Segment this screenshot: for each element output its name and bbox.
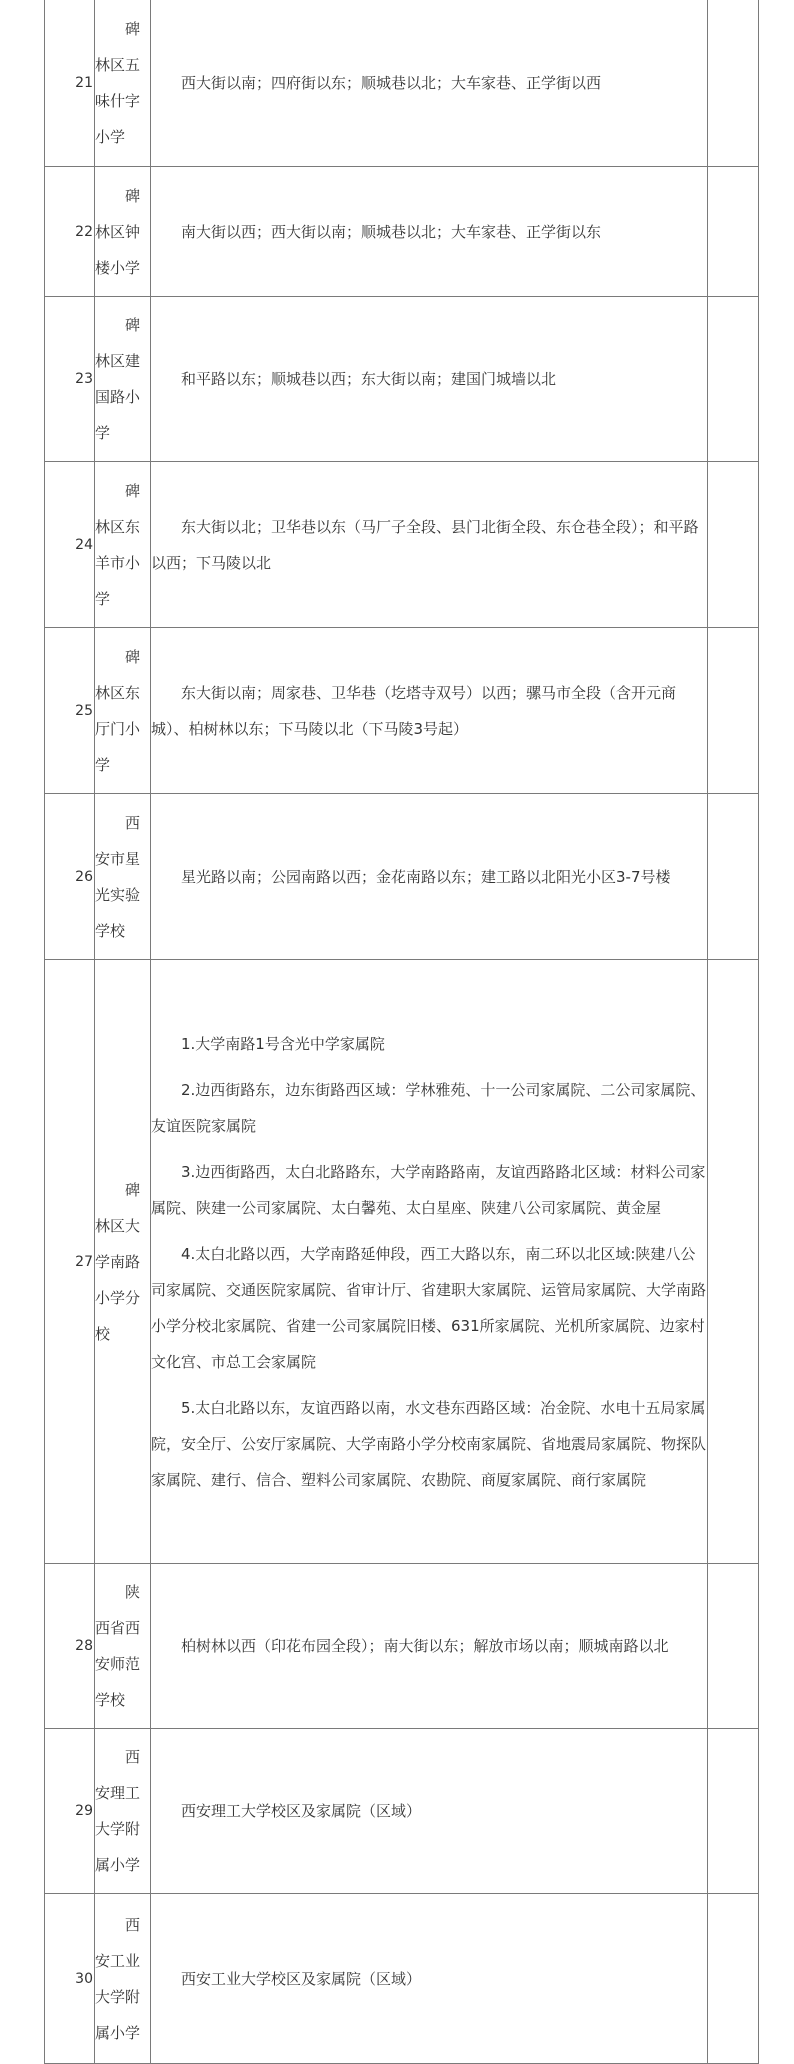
enrollment-area-text: 和平路以东；顺城巷以西；东大街以南；建国门城墙以北 [181,370,557,388]
enrollment-area-cell [151,960,708,1564]
school-name: 西安市星光实验学校 [95,813,141,940]
enrollment-area-text: 西大街以南；四府街以东；顺城巷以北；大车家巷、正学街以西 [181,73,602,92]
remarks-cell [708,1564,759,1729]
remarks-cell [708,794,759,960]
table-row [45,628,759,794]
enrollment-area-text: 西安工业大学校区及家属院（区域） [181,1969,422,1988]
school-name: 西安理工大学附属小学 [95,1748,141,1874]
enrollment-area-text: 2.边西街路东，边东街路西区域：学林雅苑、十一公司家属院、二公司家属院、友谊医院家属院 [151,1080,706,1135]
school-name-cell [95,167,151,297]
enrollment-area-cell [151,167,708,297]
school-name: 碑林区东羊市小学 [95,481,141,608]
remarks-cell [708,0,759,167]
remarks-cell [708,628,759,794]
school-name: 陕西省西安师范学校 [95,1583,141,1709]
enrollment-area-text: 星光路以南；公园南路以西；金花南路以东；建工路以北阳光小区3-7号楼 [181,867,671,886]
row-number: 23 [45,297,95,462]
school-name-cell [95,794,151,960]
school-name-cell [95,960,151,1564]
enrollment-area-cell [151,0,708,167]
school-name: 碑林区建国路小学 [95,316,141,442]
school-name-cell [95,297,151,462]
school-name-cell [95,1894,151,2064]
enrollment-area-text: 1.大学南路1号含光中学家属院 [181,1034,385,1053]
enrollment-area-text: 东大街以北；卫华巷以东（马厂子全段、县门北街全段、东仓巷全段）；和平路以西；下马陵以北 [151,517,699,572]
school-name-cell [95,0,151,167]
remarks-cell [708,297,759,462]
enrollment-area-text: 西安理工大学校区及家属院（区域） [181,1802,422,1820]
school-name-cell [95,462,151,628]
table-row [45,1564,759,1729]
enrollment-area-text: 3.边西街路西，太白北路路东，大学南路路南，友谊西路路北区域：材料公司家属院、陕建一公司家属院、太白馨苑、太白星座、陕建八公司家属院、黄金屋 [151,1162,706,1217]
row-number: 27 [45,960,95,1564]
table-row [45,794,759,960]
enrollment-area-text: 5.太白北路以东，友谊西路以南，水文巷东西路区域：冶金院、水电十五局家属院，安全厅、公安厅家属院、大学南路小学分校南家属院、省地震局家属院、物探队家属院、建行、信合、塑料公司家属院、农勘院、商厦家属院、商行家属院 [151,1398,707,1489]
enrollment-area-text: 4.太白北路以西，大学南路延伸段，西工大路以东，南二环以北区域:陕建八公司家属院、交通医院家属院、省审计厅、省建职大家属院、运管局家属院、大学南路小学分校北家属院、省建一公司家属院旧楼、631所家属院、光机所家属院、边家村文化宫、市总工会家属院 [151,1244,707,1371]
school-name-cell [95,628,151,794]
school-name-cell [95,1564,151,1729]
enrollment-area-cell [151,1564,708,1729]
row-number: 28 [45,1564,95,1729]
enrollment-area-cell [151,1729,708,1894]
enrollment-area-cell [151,462,708,628]
row-number: 22 [45,167,95,297]
enrollment-area-cell [151,1894,708,2064]
enrollment-area-cell [151,628,708,794]
table-row [45,1894,759,2064]
school-name-cell [95,1729,151,1894]
table-body [45,0,759,2064]
row-number: 21 [45,0,95,167]
row-number: 26 [45,794,95,960]
school-name: 碑林区钟楼小学 [95,186,141,277]
school-name: 碑林区东厅门小学 [95,647,141,774]
enrollment-area-cell [151,297,708,462]
row-number: 25 [45,628,95,794]
table-row [45,167,759,297]
table-row [45,960,759,1564]
enrollment-area-text: 南大街以西；西大街以南；顺城巷以北；大车家巷、正学街以东 [181,222,602,241]
remarks-cell [708,960,759,1564]
row-number: 29 [45,1729,95,1894]
enrollment-area-text: 东大街以南；周家巷、卫华巷（圪塔寺双号）以西；骡马市全段（含开元商城）、柏树林以东；下马陵以北（下马陵3号起） [151,683,677,738]
school-name: 碑林区大学南路小学分校 [95,1180,141,1343]
table-row [45,297,759,462]
school-name: 西安工业大学附属小学 [95,1915,141,2042]
table-row [45,462,759,628]
row-number: 30 [45,1894,95,2064]
remarks-cell [708,167,759,297]
row-number: 24 [45,462,95,628]
remarks-cell [708,1729,759,1894]
table-row [45,0,759,167]
table-row [45,1729,759,1894]
remarks-cell [708,462,759,628]
school-name: 碑林区五味什字小学 [95,19,141,146]
school-district-table [44,0,759,2064]
remarks-cell [708,1894,759,2064]
enrollment-area-text: 柏树林以西（印花布园全段）；南大街以东；解放市场以南；顺城南路以北 [181,1637,669,1655]
enrollment-area-cell [151,794,708,960]
